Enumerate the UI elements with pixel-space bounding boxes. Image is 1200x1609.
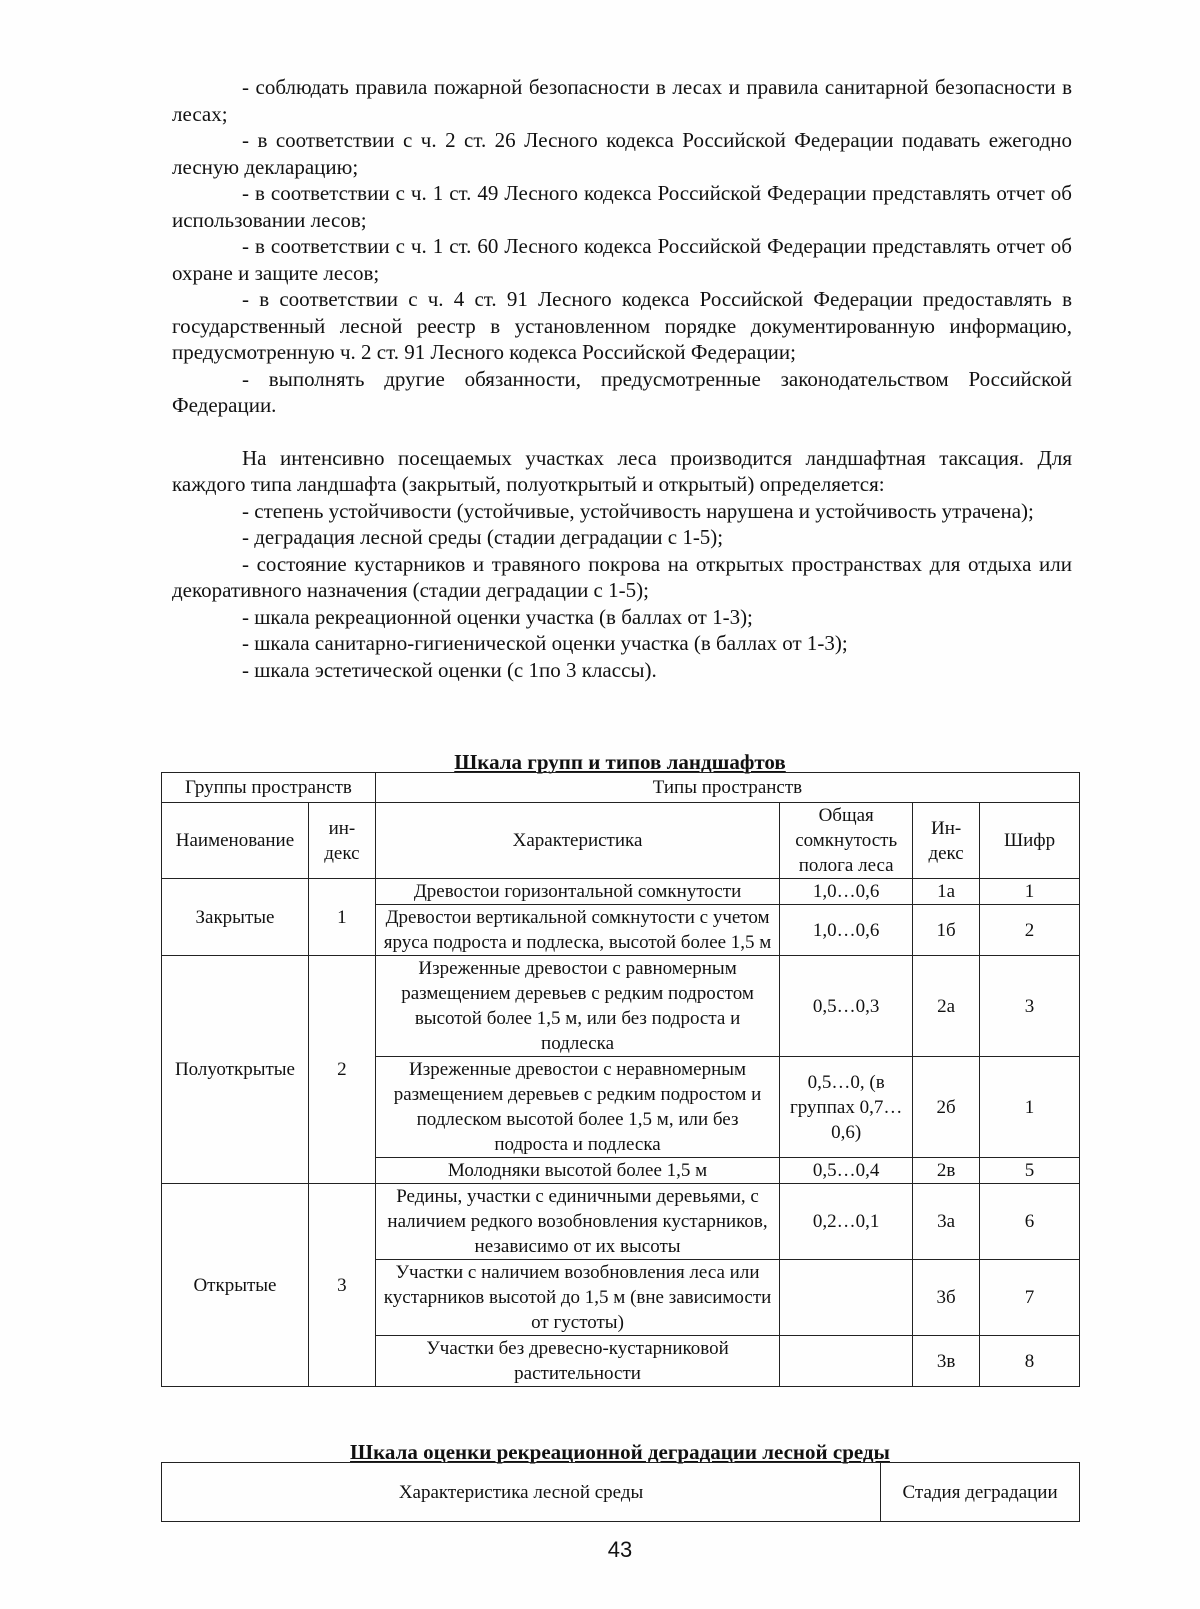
row-characteristic: Древостои горизонтальной сомкнутости (375, 879, 779, 905)
paragraph: - деградация лесной среды (стадии деградации с 1-5); (242, 525, 724, 549)
paragraph: - степень устойчивости (устойчивые, устойчивость нарушена и устойчивость утрачена); (242, 498, 1034, 523)
row-density: 0,2…0,1 (780, 1184, 913, 1260)
row-index: 2а (913, 956, 980, 1057)
row-density: 0,5…0, (в группах 0,7…0,6) (780, 1057, 913, 1158)
row-density: 1,0…0,6 (780, 879, 913, 905)
group-name: Открытые (162, 1184, 309, 1387)
table-row (162, 879, 1080, 905)
row-index: 1а (913, 879, 980, 905)
paragraph: - в соответствии с ч. 1 ст. 49 Лесного кодекса Российской Федерации представлять отчет об использовании лесов; (172, 181, 1072, 232)
table2-title: Шкала оценки рекреационной деградации лесной среды (350, 1440, 890, 1464)
row-index: 3в (913, 1336, 980, 1387)
paragraph: - шкала рекреационной оценки участка (в баллах от 1-3); (242, 604, 753, 629)
header-characteristic: Характеристика (375, 803, 779, 879)
paragraph: - соблюдать правила пожарной безопасности в лесах и правила санитарной безопасности в лесах; (172, 75, 1072, 126)
paragraph: - шкала эстетической оценки (с 1по 3 классы). (242, 657, 657, 682)
group-name: Полуоткрытые (162, 956, 309, 1184)
paragraph: - состояние кустарников и травяного покрова на открытых пространствах для отдыха или декоративного назначения (стадии деградации с 1-5); (172, 551, 1072, 602)
row-characteristic: Молодняки высотой более 1,5 м (375, 1158, 779, 1184)
group-index: 3 (308, 1184, 375, 1387)
group-index: 2 (308, 956, 375, 1184)
row-code: 2 (980, 905, 1080, 956)
degradation-table (161, 1462, 1080, 1522)
paragraph: - в соответствии с ч. 1 ст. 60 Лесного кодекса Российской Федерации представлять отчет об охране и защите лесов; (172, 234, 1072, 285)
row-characteristic: Изреженные древостои с равномерным размещением деревьев с редким подростом высотой более 1,5 м, или без подроста и подлеска (375, 956, 779, 1057)
page-number: 43 (607, 1537, 633, 1562)
row-density: 1,0…0,6 (780, 905, 913, 956)
row-density (780, 1260, 913, 1336)
row-characteristic: Изреженные древостои с неравномерным размещением деревьев с редким подростом и подлеском высотой более 1,5 м, или без подроста и подлеска (375, 1057, 779, 1158)
row-code: 1 (980, 1057, 1080, 1158)
header-index: ин-декс (308, 803, 375, 879)
header-code: Шифр (980, 803, 1080, 879)
paragraph: - выполнять другие обязанности, предусмотренные законодательством Российской Федерации. (172, 366, 1072, 417)
paragraph: - в соответствии с ч. 4 ст. 91 Лесного кодекса Российской Федерации предоставлять в государственный лесной реестр в установленном порядке документированную информацию, предусмотренную ч. 2 ст. 91 Лесного кодекса Российской Федерации; (172, 287, 1072, 364)
paragraph: На интенсивно посещаемых участках леса производится ландшафтная таксация. Для каждого типа ландшафта (закрытый, полуоткрытый и открытый) определяется: (172, 445, 1072, 496)
header-density: Общая сомкнутость полога леса (780, 803, 913, 879)
row-code: 1 (980, 879, 1080, 905)
header-group-spaces: Группы пространств (162, 773, 376, 803)
row-characteristic: Участки без древесно-кустарниковой растительности (375, 1336, 779, 1387)
group-name: Закрытые (162, 879, 309, 956)
row-code: 5 (980, 1158, 1080, 1184)
row-index: 3б (913, 1260, 980, 1336)
row-index: 1б (913, 905, 980, 956)
row-characteristic: Редины, участки с единичными деревьями, с наличием редкого возобновления кустарников, независимо от их высоты (375, 1184, 779, 1260)
row-index: 3а (913, 1184, 980, 1260)
row-code: 3 (980, 956, 1080, 1057)
row-index: 2б (913, 1057, 980, 1158)
group-index: 1 (308, 879, 375, 956)
row-code: 8 (980, 1336, 1080, 1387)
header-forest-characteristic: Характеристика лесной среды (162, 1463, 881, 1522)
landscape-types-table (161, 772, 1080, 1387)
row-index: 2в (913, 1158, 980, 1184)
row-characteristic: Древостои вертикальной сомкнутости с учетом яруса подроста и подлеска, высотой более 1,5 м (375, 905, 779, 956)
header-degradation-stage: Стадия деградации (881, 1463, 1080, 1522)
body-text (172, 74, 1072, 683)
paragraph: - шкала санитарно-гигиенической оценки участка (в баллах от 1-3); (242, 631, 848, 655)
table-row (162, 956, 1080, 1057)
row-density: 0,5…0,3 (780, 956, 913, 1057)
row-code: 6 (980, 1184, 1080, 1260)
paragraph: - в соответствии с ч. 2 ст. 26 Лесного кодекса Российской Федерации подавать ежегодно лесную декларацию; (172, 128, 1072, 179)
table-row (162, 1184, 1080, 1260)
header-type-spaces: Типы пространств (375, 773, 1079, 803)
row-code: 7 (980, 1260, 1080, 1336)
table1-title: Шкала групп и типов ландшафтов (454, 750, 786, 774)
header-index2: Ин-декс (913, 803, 980, 879)
row-characteristic: Участки с наличием возобновления леса или кустарников высотой до 1,5 м (вне зависимости от густоты) (375, 1260, 779, 1336)
row-density (780, 1336, 913, 1387)
header-name: Наименование (162, 803, 309, 879)
row-density: 0,5…0,4 (780, 1158, 913, 1184)
